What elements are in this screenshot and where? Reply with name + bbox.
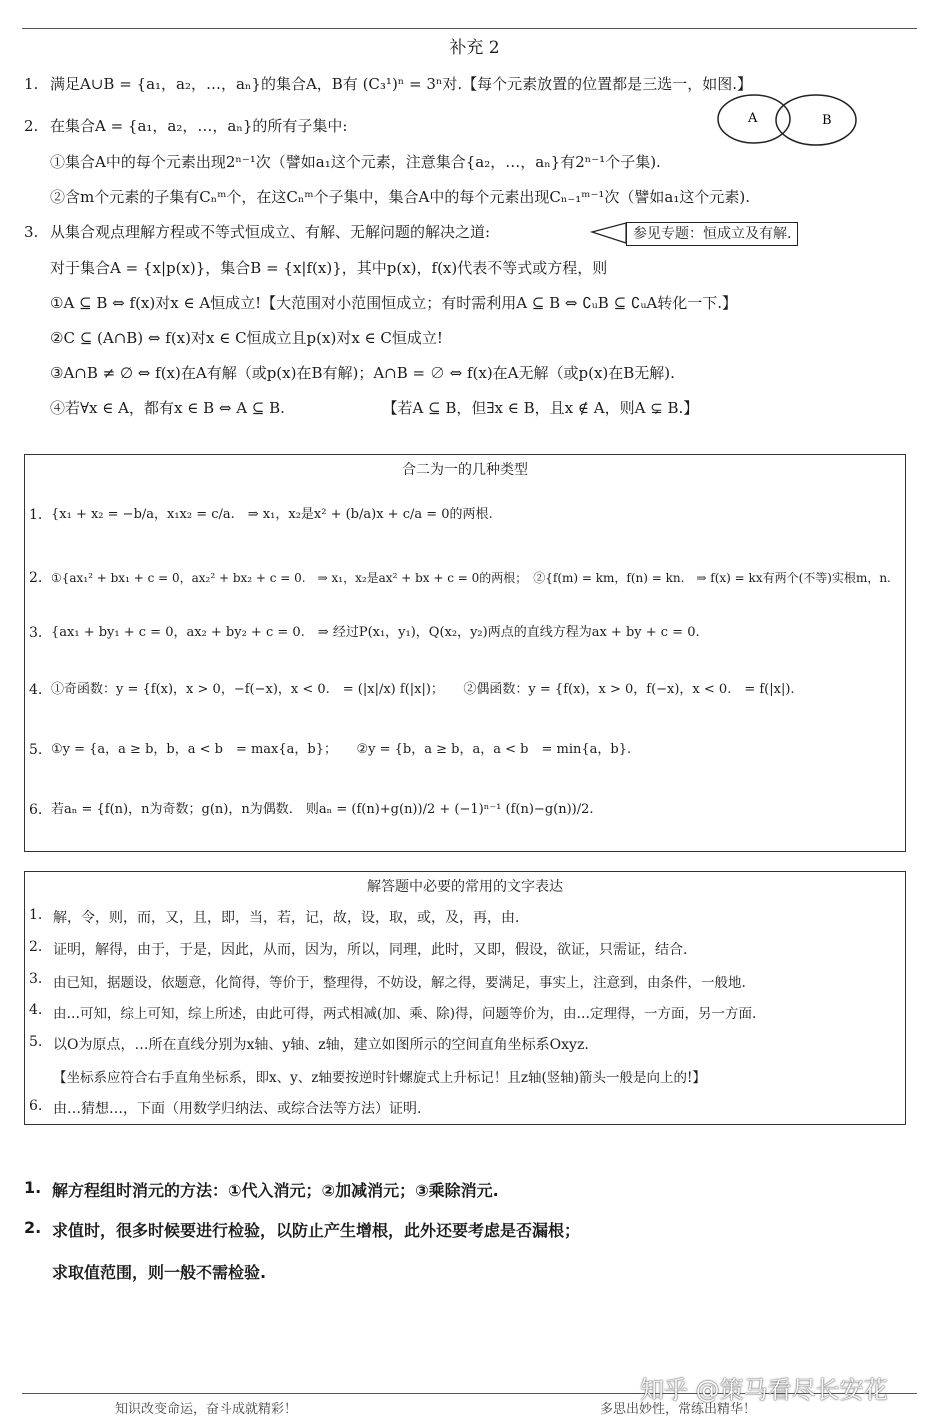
box2-item-5-note: 【坐标系应符合右手直角坐标系，即x、y、z轴要按逆时针螺旋式上升标记！且z轴(竖轴)箭头一般是向上的!】 bbox=[53, 1070, 706, 1086]
item-3-sub-3: ③A∩B ≠ ∅ ⇔ f(x)在A有解（或p(x)在B有解)；A∩B = ∅ ⇔ f(x)在A无解（或p(x)在B无解). bbox=[50, 364, 675, 382]
box2-item-1: 解，令，则，而，又，且，即，当，若，记，故，设，取，或，及，再，由. bbox=[53, 910, 520, 926]
item-number: 4. bbox=[29, 682, 43, 698]
box2-title: 解答题中必要的常用的文字表达 bbox=[367, 879, 563, 895]
item-2-text: 在集合A = {a₁，a₂，…，aₙ}的所有子集中: bbox=[50, 117, 348, 135]
item-number: 1. bbox=[29, 507, 43, 523]
item-number: 2. bbox=[29, 570, 43, 586]
item-number: 2. bbox=[29, 939, 43, 955]
box2-item-4: 由…可知，综上可知，综上所述，由此可得，两式相减(加、乘、除)得，问题等价为，由…定理得，一方面，另一方面. bbox=[53, 1006, 757, 1022]
box1-item-2: ①{ax₁² + bx₁ + c = 0，ax₂² + bx₂ + c = 0. ⇒ x₁，x₂是ax² + bx + c = 0的两根； ②{f(m) = km，f(n) = kn. ⇒ f(x) = kx有两个(不等)实根m，n. bbox=[51, 571, 891, 585]
venn-label-b: B bbox=[822, 113, 832, 128]
callout-box: 参见专题：恒成立及有解. bbox=[626, 222, 798, 246]
item-number: 3. bbox=[29, 625, 43, 641]
box1-item-5: ①y = {a，a ≥ b，b，a < b = max{a，b}； ②y = {b，a ≥ b，a，a < b = min{a，b}. bbox=[51, 742, 632, 757]
page-title: 补充 2 bbox=[449, 38, 500, 58]
item-number: 2. bbox=[24, 1218, 42, 1237]
footer-right-text: 多思出妙性，常练出精华！ bbox=[600, 1402, 757, 1417]
item-number: 2. bbox=[24, 117, 39, 135]
item-number: 6. bbox=[29, 1098, 43, 1114]
box1-item-3: {ax₁ + by₁ + c = 0，ax₂ + by₂ + c = 0. ⇒ 经过P(x₁，y₁)，Q(x₂，y₂)两点的直线方程为ax + by + c = 0. bbox=[51, 625, 700, 640]
watermark: 知乎 @策马看尽长安花 bbox=[640, 1376, 888, 1404]
item-3-sub-0: 对于集合A = {x|p(x)}，集合B = {x|f(x)}，其中p(x)，f(x)代表不等式或方程，则 bbox=[50, 259, 608, 277]
bottom-item-2-cont: 求取值范围，则一般不需检验. bbox=[52, 1263, 267, 1282]
bottom-item-1: 解方程组时消元的方法：①代入消元；②加减消元；③乘除消元. bbox=[52, 1181, 499, 1200]
item-number: 1. bbox=[29, 907, 43, 923]
item-number: 5. bbox=[29, 742, 43, 758]
item-3-sub-2: ②C ⊆ (A∩B) ⇔ f(x)对x ∈ C恒成立且p(x)对x ∈ C恒成立! bbox=[50, 329, 443, 347]
box2-item-6: 由…猜想…，下面（用数学归纳法、或综合法等方法）证明. bbox=[53, 1101, 422, 1117]
item-2-sub-2: ②含m个元素的子集有Cₙᵐ个，在这Cₙᵐ个子集中，集合A中的每个元素出现Cₙ₋₁ᵐ⁻¹次（譬如a₁这个元素). bbox=[50, 188, 750, 206]
top-rule bbox=[22, 28, 917, 29]
box1-item-6: 若aₙ = {f(n)，n为奇数；g(n)，n为偶数. 则aₙ = (f(n)+g(n))/2 + (−1)ⁿ⁻¹ (f(n)−g(n))/2. bbox=[51, 802, 594, 817]
item-3-sub-1: ①A ⊆ B ⇔ f(x)对x ∈ A恒成立!【大范围对小范围恒成立；有时需利用A ⊆ B ⇔ ∁ᵤB ⊆ ∁ᵤA转化一下.】 bbox=[50, 294, 738, 312]
bottom-item-2: 求值时，很多时候要进行检验，以防止产生增根，此外还要考虑是否漏根； bbox=[52, 1221, 581, 1240]
item-number: 6. bbox=[29, 802, 43, 818]
item-1-text: 满足A∪B = {a₁，a₂，…，aₙ}的集合A，B有 (C₃¹)ⁿ = 3ⁿ对.【每个元素放置的位置都是三选一，如图.】 bbox=[50, 75, 752, 93]
item-number: 5. bbox=[29, 1034, 43, 1050]
box2-item-3: 由已知，据题设，依题意，化简得，等价于，整理得，不妨设，解之得，要满足，事实上，注意到，由条件，一般地. bbox=[53, 975, 746, 991]
item-number: 1. bbox=[24, 75, 39, 93]
venn-diagram bbox=[712, 92, 862, 152]
box-combine-types bbox=[24, 454, 906, 852]
item-2-sub-1: ①集合A中的每个元素出现2ⁿ⁻¹次（譬如a₁这个元素，注意集合{a₂，…，aₙ}有2ⁿ⁻¹个子集). bbox=[50, 153, 661, 171]
item-number: 3. bbox=[24, 223, 39, 241]
item-number: 4. bbox=[29, 1002, 43, 1018]
box2-item-2: 证明，解得，由于，于是，因此，从而，因为，所以，同理，此时，又即，假设，欲证，只需证，结合. bbox=[53, 942, 688, 958]
item-number: 3. bbox=[29, 971, 43, 987]
box-common-expressions bbox=[24, 871, 906, 1125]
item-3-sub-4: ④若∀x ∈ A，都有x ∈ B ⇔ A ⊆ B. 【若A ⊆ B，但∃x ∈ B，且x ∉ A，则A ⊊ B.】 bbox=[50, 399, 699, 417]
item-number: 1. bbox=[24, 1178, 42, 1197]
venn-label-a: A bbox=[748, 111, 758, 126]
footer-left-text: 知识改变命运，奋斗成就精彩！ bbox=[115, 1402, 298, 1417]
item-3-text: 从集合观点理解方程或不等式恒成立、有解、无解问题的解决之道: bbox=[50, 223, 491, 241]
box2-item-5: 以O为原点，…所在直线分别为x轴、y轴、z轴，建立如图所示的空间直角坐标系Oxyz. bbox=[53, 1037, 589, 1053]
box1-item-1: {x₁ + x₂ = −b/a，x₁x₂ = c/a. ⇒ x₁，x₂是x² + (b/a)x + c/a = 0的两根. bbox=[51, 507, 493, 522]
box1-item-4: ①奇函数：y = {f(x)，x > 0，−f(−x)，x < 0. = (|x|/x) f(|x|)； ②偶函数：y = {f(x)，x > 0，f(−x)，x < 0. = f(|x|). bbox=[51, 682, 795, 697]
box1-title: 合二为一的几种类型 bbox=[402, 462, 528, 478]
